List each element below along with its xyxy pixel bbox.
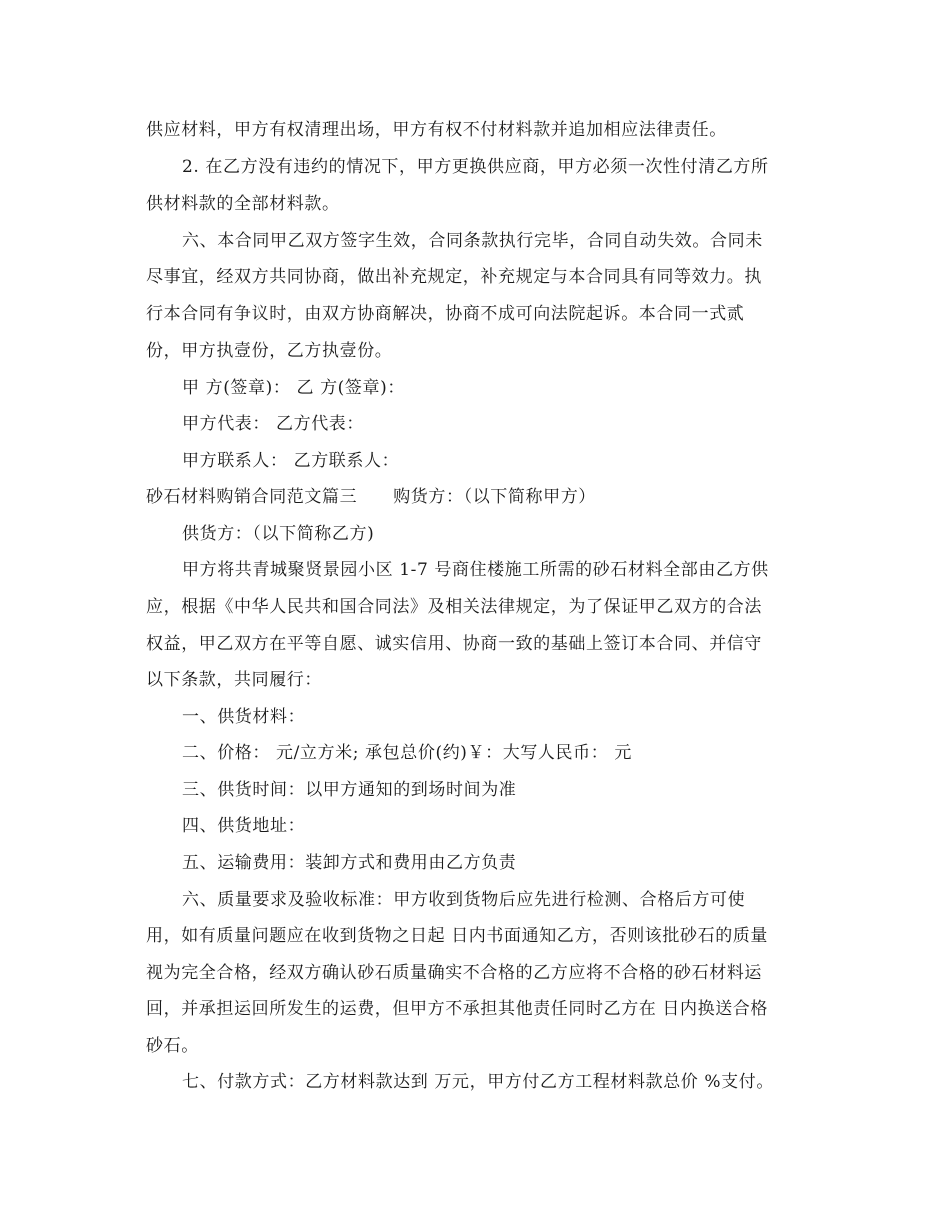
section-title-line bbox=[146, 485, 596, 509]
paragraph-line: 2. 在乙方没有违约的情况下，甲方更换供应商，甲方必须一次性付清乙方所 bbox=[182, 157, 769, 177]
paragraph-line: 甲方将共青城聚贤景园小区 1-7 号商住楼施工所需的砂石材料全部由乙方供 bbox=[182, 560, 769, 580]
paragraph-line: 供材料款的全部材料款。 bbox=[146, 194, 340, 214]
buyer-label: 购货方：（以下简称甲方） bbox=[393, 487, 596, 507]
paragraph-line: 尽事宜，经双方共同协商，做出补充规定，补充规定与本合同具有同等效力。执 bbox=[146, 267, 762, 287]
paragraph-line: 砂石。 bbox=[146, 1036, 199, 1056]
paragraph-line: 份，甲方执壹份，乙方执壹份。 bbox=[146, 341, 393, 361]
representative-line: 甲方代表： 乙方代表： bbox=[182, 414, 365, 434]
clause-line: 七、付款方式：乙方材料款达到 万元，甲方付乙方工程材料款总价 %支付。 bbox=[182, 1072, 774, 1092]
paragraph-line: 用，如有质量问题应在收到货物之日起 日内书面通知乙方，否则该批砂石的质量 bbox=[146, 926, 769, 946]
signature-line: 甲 方(签章)： 乙 方(签章)： bbox=[182, 378, 405, 398]
paragraph-line: 回，并承担运回所发生的运费，但甲方不承担其他责任同时乙方在 日内换送合格 bbox=[146, 999, 769, 1019]
paragraph-line: 行本合同有争议时，由双方协商解决，协商不成可向法院起诉。本合同一式贰 bbox=[146, 304, 745, 324]
clause-line: 五、运输费用：装卸方式和费用由乙方负责 bbox=[182, 853, 517, 873]
clause-line: 一、供货材料： bbox=[182, 707, 306, 727]
supplier-label: 供货方：（以下简称乙方) bbox=[182, 524, 375, 544]
clause-line: 六、质量要求及验收标准：甲方收到货物后应先进行检测、合格后方可使 bbox=[182, 890, 746, 910]
paragraph-line: 供应材料，甲方有权清理出场，甲方有权不付材料款并追加相应法律责任。 bbox=[146, 120, 727, 140]
clause-line: 二、价格： 元/立方米; 承包总价(约)￥：大写人民币： 元 bbox=[182, 743, 632, 763]
clause-line: 四、供货地址： bbox=[182, 816, 306, 836]
contact-line: 甲方联系人： 乙方联系人： bbox=[182, 451, 400, 471]
paragraph-line: 权益，甲乙双方在平等自愿、诚实信用、协商一致的基础上签订本合同、并信守 bbox=[146, 634, 762, 654]
section-title: 砂石材料购销合同范文篇三 bbox=[146, 487, 358, 507]
paragraph-line: 视为完全合格，经双方确认砂石质量确实不合格的乙方应将不合格的砂石材料运 bbox=[146, 963, 762, 983]
paragraph-line: 应，根据《中华人民共和国合同法》及相关法律规定，为了保证甲乙双方的合法 bbox=[146, 597, 762, 617]
paragraph-line: 六、本合同甲乙双方签字生效，合同条款执行完毕，合同自动失效。合同未 bbox=[182, 231, 763, 251]
clause-line: 三、供货时间：以甲方通知的到场时间为准 bbox=[182, 780, 517, 800]
paragraph-line: 以下条款，共同履行： bbox=[146, 670, 322, 690]
